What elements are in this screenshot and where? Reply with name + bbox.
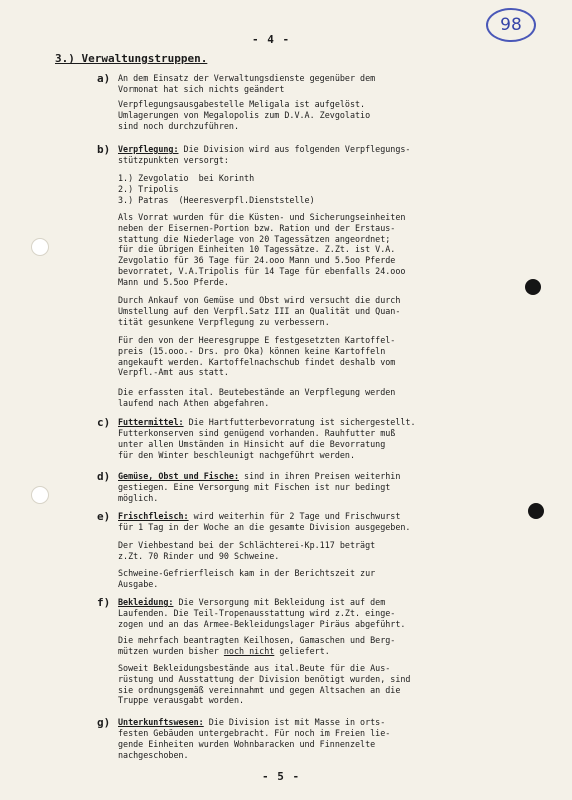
item-f-p2-emphasis: noch nicht [223,646,275,656]
item-e-first-line [118,511,400,522]
item-e-paragraph-3: Schweine-Gefrierfleisch kam in der Berichtszeit zur Ausgabe. [118,568,376,589]
item-d-letter: d) [97,470,111,483]
item-f-paragraph-2-line1: Die mehrfach beantragten Keilhosen, Gamaschen und Berg- [118,635,396,645]
ink-dot [528,503,544,519]
item-g-paragraph: festen Gebäuden untergebracht. Für noch im Freien lie- gende Einheiten wurden Wohnbaracken und Finnenzelte nachgeschoben. [118,728,391,760]
item-b-intro [118,144,410,155]
item-b-intro-line2: stützpunkten versorgt: [118,155,229,165]
item-d-first-line [118,471,400,482]
item-b-paragraph-4: Die erfassten ital. Beutebestände an Verpflegung werden laufend nach Athen abgefahren. [118,387,396,408]
item-b-paragraph-1: Als Vorrat wurden für die Küsten- und Sicherungseinheiten neben der Eisernen-Portion bzw. Ration und der Erstaus- stattung die Niederlage von 20 Tagessätzen angeordnet; für die übrigen Einheiten 10 Tagessätze. Z.Zt. ist V.A. Zevgolatio für 36 Tage für 24.ooo Mann und 5.5oo Pferde bevorratet, V.A.Tripolis für 14 Tage für ebenfalls 24.ooo Mann und 5.5oo Pferde. [118,212,406,287]
punch-hole [31,238,49,256]
item-b-title: Verpflegung: [118,144,179,154]
section-title: 3.) Verwaltungstruppen. [55,52,208,65]
archive-stamp: 98 [486,8,536,42]
item-c-first-line [118,417,416,428]
item-e-paragraph-1: für 1 Tag in der Woche an die gesamte Division ausgegeben. [118,522,411,532]
page-number-bottom: - 5 - [262,770,301,783]
punch-hole [31,486,49,504]
ink-dot [525,279,541,295]
item-b-paragraph-2: Durch Ankauf von Gemüse und Obst wird versucht die durch Umstellung auf den Verpfl.Satz III an Qualität und Quan- tität gesunkene Verpflegung zu verbessern. [118,295,401,327]
item-f-paragraph-2-line2 [118,646,330,657]
item-e-letter: e) [97,510,111,523]
item-e-title: Frischfleisch: [118,511,189,521]
item-b-depot-list: 1.) Zevgolatio bei Korinth 2.) Tripolis 3.) Patras (Heeresverpfl.Dienststelle) [118,173,315,205]
item-g-title: Unterkunftswesen: [118,717,204,727]
item-c-letter: c) [97,416,111,429]
item-d-paragraph: gestiegen. Eine Versorgung mit Fischen ist nur bedingt möglich. [118,482,391,503]
item-g-first-line [118,717,385,728]
item-c-first-text: Die Hartfutterbevorratung ist sichergestellt. [183,417,416,427]
item-c-paragraph: Futterkonserven sind genügend vorhanden. Rauhfutter muß unter allen Umständen in Hinsicht auf die Bevorratung für den Winter beschleunigt nachgeführt werden. [118,428,396,460]
item-a-paragraph-1: An dem Einsatz der Verwaltungsdienste gegenüber dem Vormonat hat sich nichts geändert [118,73,376,94]
item-g-letter: g) [97,716,111,729]
item-f-p2-prefix: mützen wurden bisher [118,646,224,656]
item-f-first-text: Die Versorgung mit Bekleidung ist auf dem [173,597,386,607]
item-f-p2-suffix: geliefert. [274,646,330,656]
item-b-letter: b) [97,143,111,156]
item-e-first-text: wird weiterhin für 2 Tage und Frischwurst [188,511,401,521]
item-b-paragraph-3: Für den von der Heeresgruppe E festgesetzten Kartoffel- preis (15.ooo.- Drs. pro Oka) können keine Kartoffeln angekauft werden. Kartoffelnachschub findet deshalb vom Verpfl.-Amt aus statt. [118,335,396,378]
item-g-first-text: Die Division ist mit Masse in orts- [203,717,386,727]
item-f-title: Bekleidung: [118,597,174,607]
item-d-first-text: sind in ihren Preisen weiterhin [239,471,401,481]
item-f-paragraph-3: Soweit Bekleidungsbestände aus ital.Beute für die Aus- rüstung und Ausstattung der Division benötigt wurden, sind sie ordnungsgemäß vereinnahmt und gegen Altsachen an die Truppe verausgabt worden. [118,663,411,706]
item-f-paragraph-1: Laufenden. Die Teil-Tropenausstattung wird z.Zt. einge- zogen und an das Armee-Bekleidungslager Piräus abgeführt. [118,608,406,629]
item-d-title: Gemüse, Obst und Fische: [118,471,240,481]
item-c-title: Futtermittel: [118,417,184,427]
item-a-letter: a) [97,72,111,85]
page-number-top: - 4 - [252,33,291,46]
item-f-letter: f) [97,596,111,609]
item-e-paragraph-2: Der Viehbestand bei der Schlächterei-Kp.117 beträgt z.Zt. 70 Rinder und 90 Schweine. [118,540,376,561]
item-a-paragraph-2: Verpflegungsausgabestelle Meligala ist aufgelöst. Umlagerungen von Megalopolis zum D.V.A. Zevgolatio sind noch durchzuführen. [118,99,371,131]
item-b-intro-text: Die Division wird aus folgenden Verpflegungs- [178,144,411,154]
item-f-first-line [118,597,385,608]
